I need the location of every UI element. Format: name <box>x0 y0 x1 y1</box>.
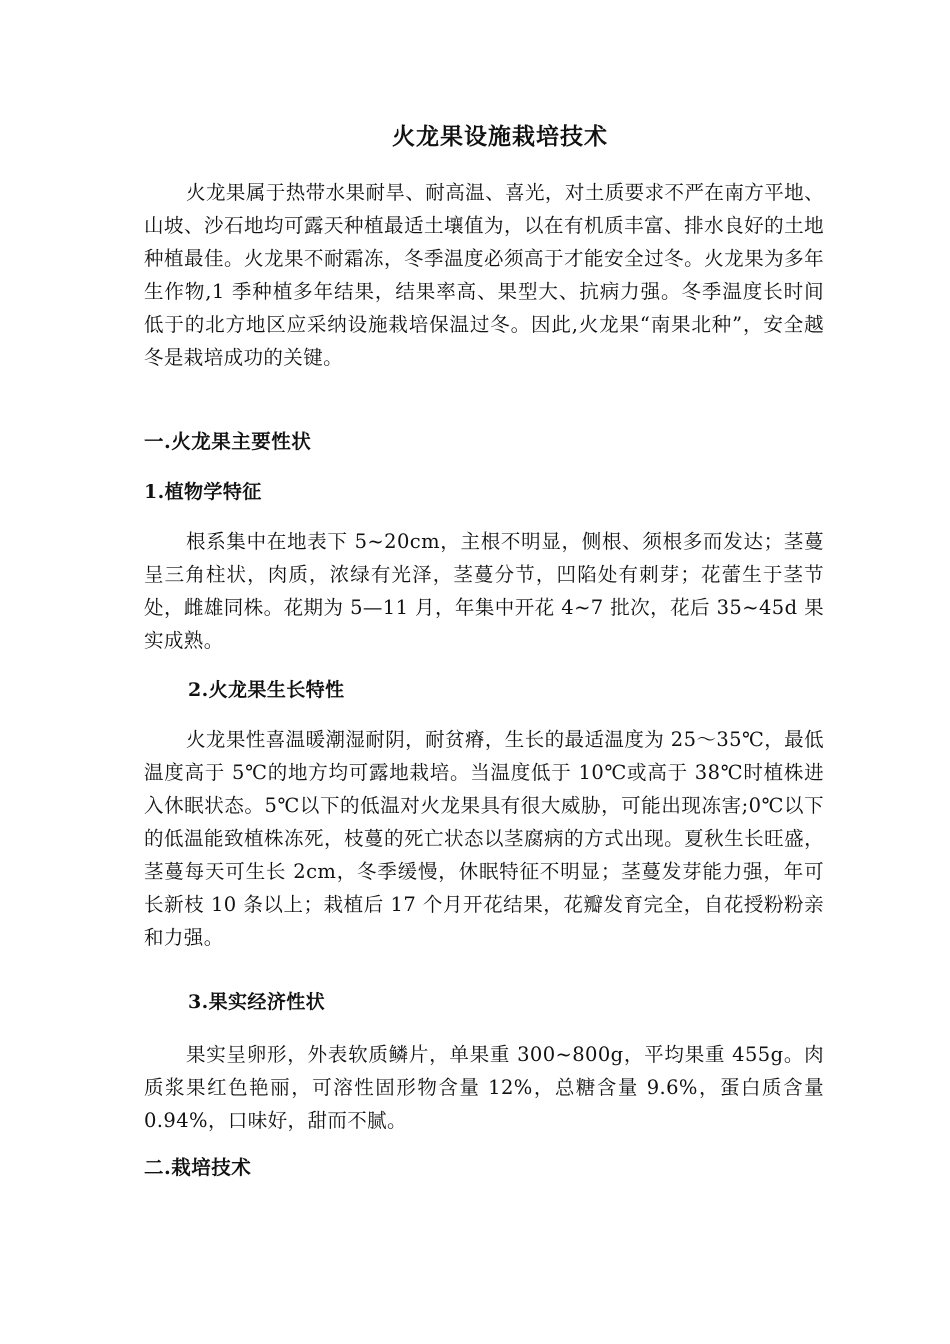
botanical-features-paragraph: 根系集中在地表下 5~20cm，主根不明显，侧根、须根多而发达；茎蔓呈三角柱状，肉质，浓绿有光泽，茎蔓分节，凹陷处有刺芽；花蕾生于茎节处，雌雄同株。花期为 5—11 月，年集中开花 4~7 批次，花后 35~45d 果实成熟。 <box>144 530 824 652</box>
section-heading-main-traits: 一.火龙果主要性状 <box>144 430 312 453</box>
fruit-economic-traits-paragraph: 果实呈卵形，外表软质鳞片，单果重 300~800g，平均果重 455g。肉质浆果红色艳丽，可溶性固形物含量 12%，总糖含量 9.6%，蛋白质含量 0.94%，口味好，甜而不腻。 <box>144 1043 824 1132</box>
document-title: 火龙果设施栽培技术 <box>392 123 608 150</box>
growth-traits-paragraph: 火龙果性喜温暖潮湿耐阴，耐贫瘠，生长的最适温度为 25～35℃，最低温度高于 5℃的地方均可露地栽培。当温度低于 10℃或高于 38℃时植株进入休眠状态。5℃以下的低温对火龙果具有很大威胁，可能出现冻害;0℃以下的低温能致植株冻死，枝蔓的死亡状态以茎腐病的方式出现。夏秋生长旺盛，茎蔓每天可生长 2cm，冬季缓慢，休眠特征不明显；茎蔓发芽能力强，年可长新枝 10 条以上；栽植后 17 个月开花结果，花瓣发育完全，自花授粉粉亲和力强。 <box>144 728 824 949</box>
subheading-fruit-economic-traits: 3.果实经济性状 <box>188 991 326 1013</box>
subheading-growth-traits: 2.火龙果生长特性 <box>188 679 345 701</box>
section-heading-cultivation: 二.栽培技术 <box>144 1156 252 1179</box>
subheading-botanical-features: 1.植物学特征 <box>144 481 262 503</box>
intro-paragraph: 火龙果属于热带水果耐旱、耐高温、喜光，对土质要求不严在南方平地、山坡、沙石地均可露天种植最适土壤值为，以在有机质丰富、排水良好的土地种植最佳。火龙果不耐霜冻，冬季温度必须高于才能安全过冬。火龙果为多年生作物,1 季种植多年结果，结果率高、果型大、抗病力强。冬季温度长时间低于的北方地区应采纳设施栽培保温过冬。因此,火龙果“南果北种”，安全越冬是栽培成功的关键。 <box>144 181 824 369</box>
